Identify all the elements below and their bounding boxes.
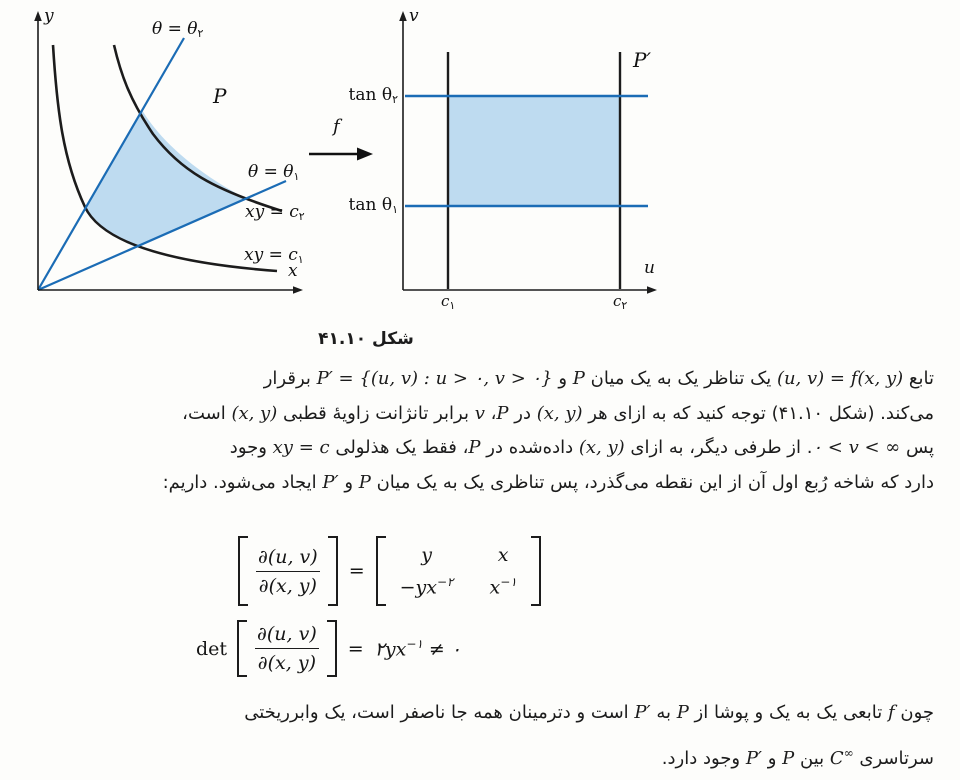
tan-theta2-label-base: tan θ [348, 85, 393, 105]
region-p-prime-label: P′ [633, 48, 651, 72]
tan-theta1-label-sub: ۱ [392, 203, 398, 216]
hyperbola-c1-label [244, 247, 304, 265]
jacobian-fraction [248, 536, 328, 606]
matrix-entry-21 [400, 575, 454, 598]
matrix-entry-21-exponent: −۲ [437, 575, 454, 589]
tan-theta1-label-base: tan θ [348, 195, 393, 215]
det-operator: det [196, 637, 228, 660]
theta2-line-label [152, 21, 203, 39]
u-axis-arrowhead [647, 286, 657, 294]
u-c1-tick-base: c [441, 292, 450, 310]
nonzero-condition: ≠ ۰ [422, 638, 462, 661]
jacobian-fraction [247, 620, 327, 677]
region-p-shaded [85, 110, 247, 247]
matrix-entry-12: x [497, 544, 509, 566]
theta1-label-sub: ۱ [293, 170, 300, 183]
uv-plane-canvas [330, 0, 670, 322]
equals-sign: = [347, 637, 364, 660]
x-axis-arrowhead [293, 286, 303, 294]
u-c2-tick-sub: ۲ [621, 299, 628, 312]
left-bracket [237, 620, 247, 677]
fraction-numerator: ∂(u, v) [257, 623, 317, 645]
tan-theta1-label [336, 197, 398, 215]
determinant-value [375, 637, 461, 660]
matrix-entry-22-base: x [489, 576, 501, 599]
hyperbola-c1-label-base: xy = c [244, 245, 298, 265]
matrix-entry-11: y [421, 544, 432, 566]
jacobian-matrix-equation [238, 536, 541, 606]
matrix-entry-22 [490, 575, 517, 598]
paragraph-line: سرتاسری C∞ بین P و P′ وجود دارد. [661, 746, 934, 769]
u-axis-label: u [644, 258, 655, 278]
left-bracket [238, 536, 248, 606]
matrix-right-bracket [531, 536, 541, 606]
fraction-denominator: ∂(x, y) [255, 648, 319, 677]
map-function-label: f [333, 116, 340, 137]
determinant-equation [196, 620, 461, 677]
jacobian-matrix [386, 536, 531, 606]
uv-plane-figure [330, 0, 670, 322]
body-paragraph-2 [22, 693, 934, 779]
matrix-left-bracket [376, 536, 386, 606]
y-axis-label: y [44, 6, 54, 26]
xy-plane-figure [0, 0, 340, 322]
region-p-label: P [213, 84, 227, 108]
theta1-label-base: θ = θ [248, 162, 294, 182]
right-bracket [327, 620, 337, 677]
theta1-line-label [248, 164, 299, 182]
tan-theta2-label-sub: ۲ [392, 93, 398, 106]
fraction-denominator: ∂(x, y) [256, 571, 320, 600]
paragraph-line: چون f تابعی یک به یک و پوشا از P به P′ است و دترمینان همه جا ناصفر است، یک وابرریختی [244, 702, 934, 723]
theta2-label-base: θ = θ [152, 19, 198, 39]
x-axis-label: x [288, 261, 298, 281]
u-c2-tick-base: c [613, 292, 622, 310]
figure-caption: شکل ۴۱.۱۰ [318, 329, 414, 349]
u-c1-tick-sub: ۱ [449, 299, 456, 312]
hyperbola-c2-label [245, 204, 305, 222]
theta2-label-sub: ۲ [197, 27, 204, 40]
fraction-numerator: ∂(u, v) [258, 545, 318, 568]
y-axis-arrowhead [34, 11, 42, 21]
hyperbola-c2-label-sub: ۲ [298, 210, 305, 223]
determinant-value-exponent: −۱ [406, 636, 423, 651]
u-c2-tick-label [613, 294, 627, 311]
hyperbola-c1-label-sub: ۱ [297, 253, 304, 266]
tan-theta2-label [336, 87, 398, 105]
hyperbola-c2-label-base: xy = c [245, 202, 299, 222]
paragraph-line: تابع (u, v) = f(x, y) یک تناظر یک به یک میان P و P′ = {(u, v) : u > ۰, v > ۰} برقرار [263, 368, 934, 389]
paragraph-line: پس ۰ < v < ∞. از طرفی دیگر، به ازای (x, y) داده‌شده در P، فقط یک هذلولی xy = c وجود [229, 437, 934, 458]
paragraph-line: دارد که شاخه رُبع اول آن از این نقطه می‌گذرد، پس تناظری یک به یک میان P و P′ ایجاد می‌شود. داریم: [162, 471, 934, 493]
region-p-prime-shaded [448, 96, 620, 206]
paragraph-line: می‌کند. (شکل ۴۱.۱۰) توجه کنید که به ازای هر (x, y) در P، v برابر تانژانت زاویهٔ قطبی (x, y) است، [182, 402, 934, 424]
equals-sign: = [348, 560, 365, 583]
v-axis-arrowhead [399, 11, 407, 21]
matrix-entry-21-base: −yx [399, 576, 437, 599]
matrix-entry-22-exponent: −۱ [500, 575, 517, 589]
right-bracket [328, 536, 338, 606]
v-axis-label: v [409, 6, 419, 26]
body-paragraph-1 [22, 362, 934, 500]
determinant-value-base: ۲yx [374, 638, 407, 661]
u-c1-tick-label [441, 294, 455, 311]
